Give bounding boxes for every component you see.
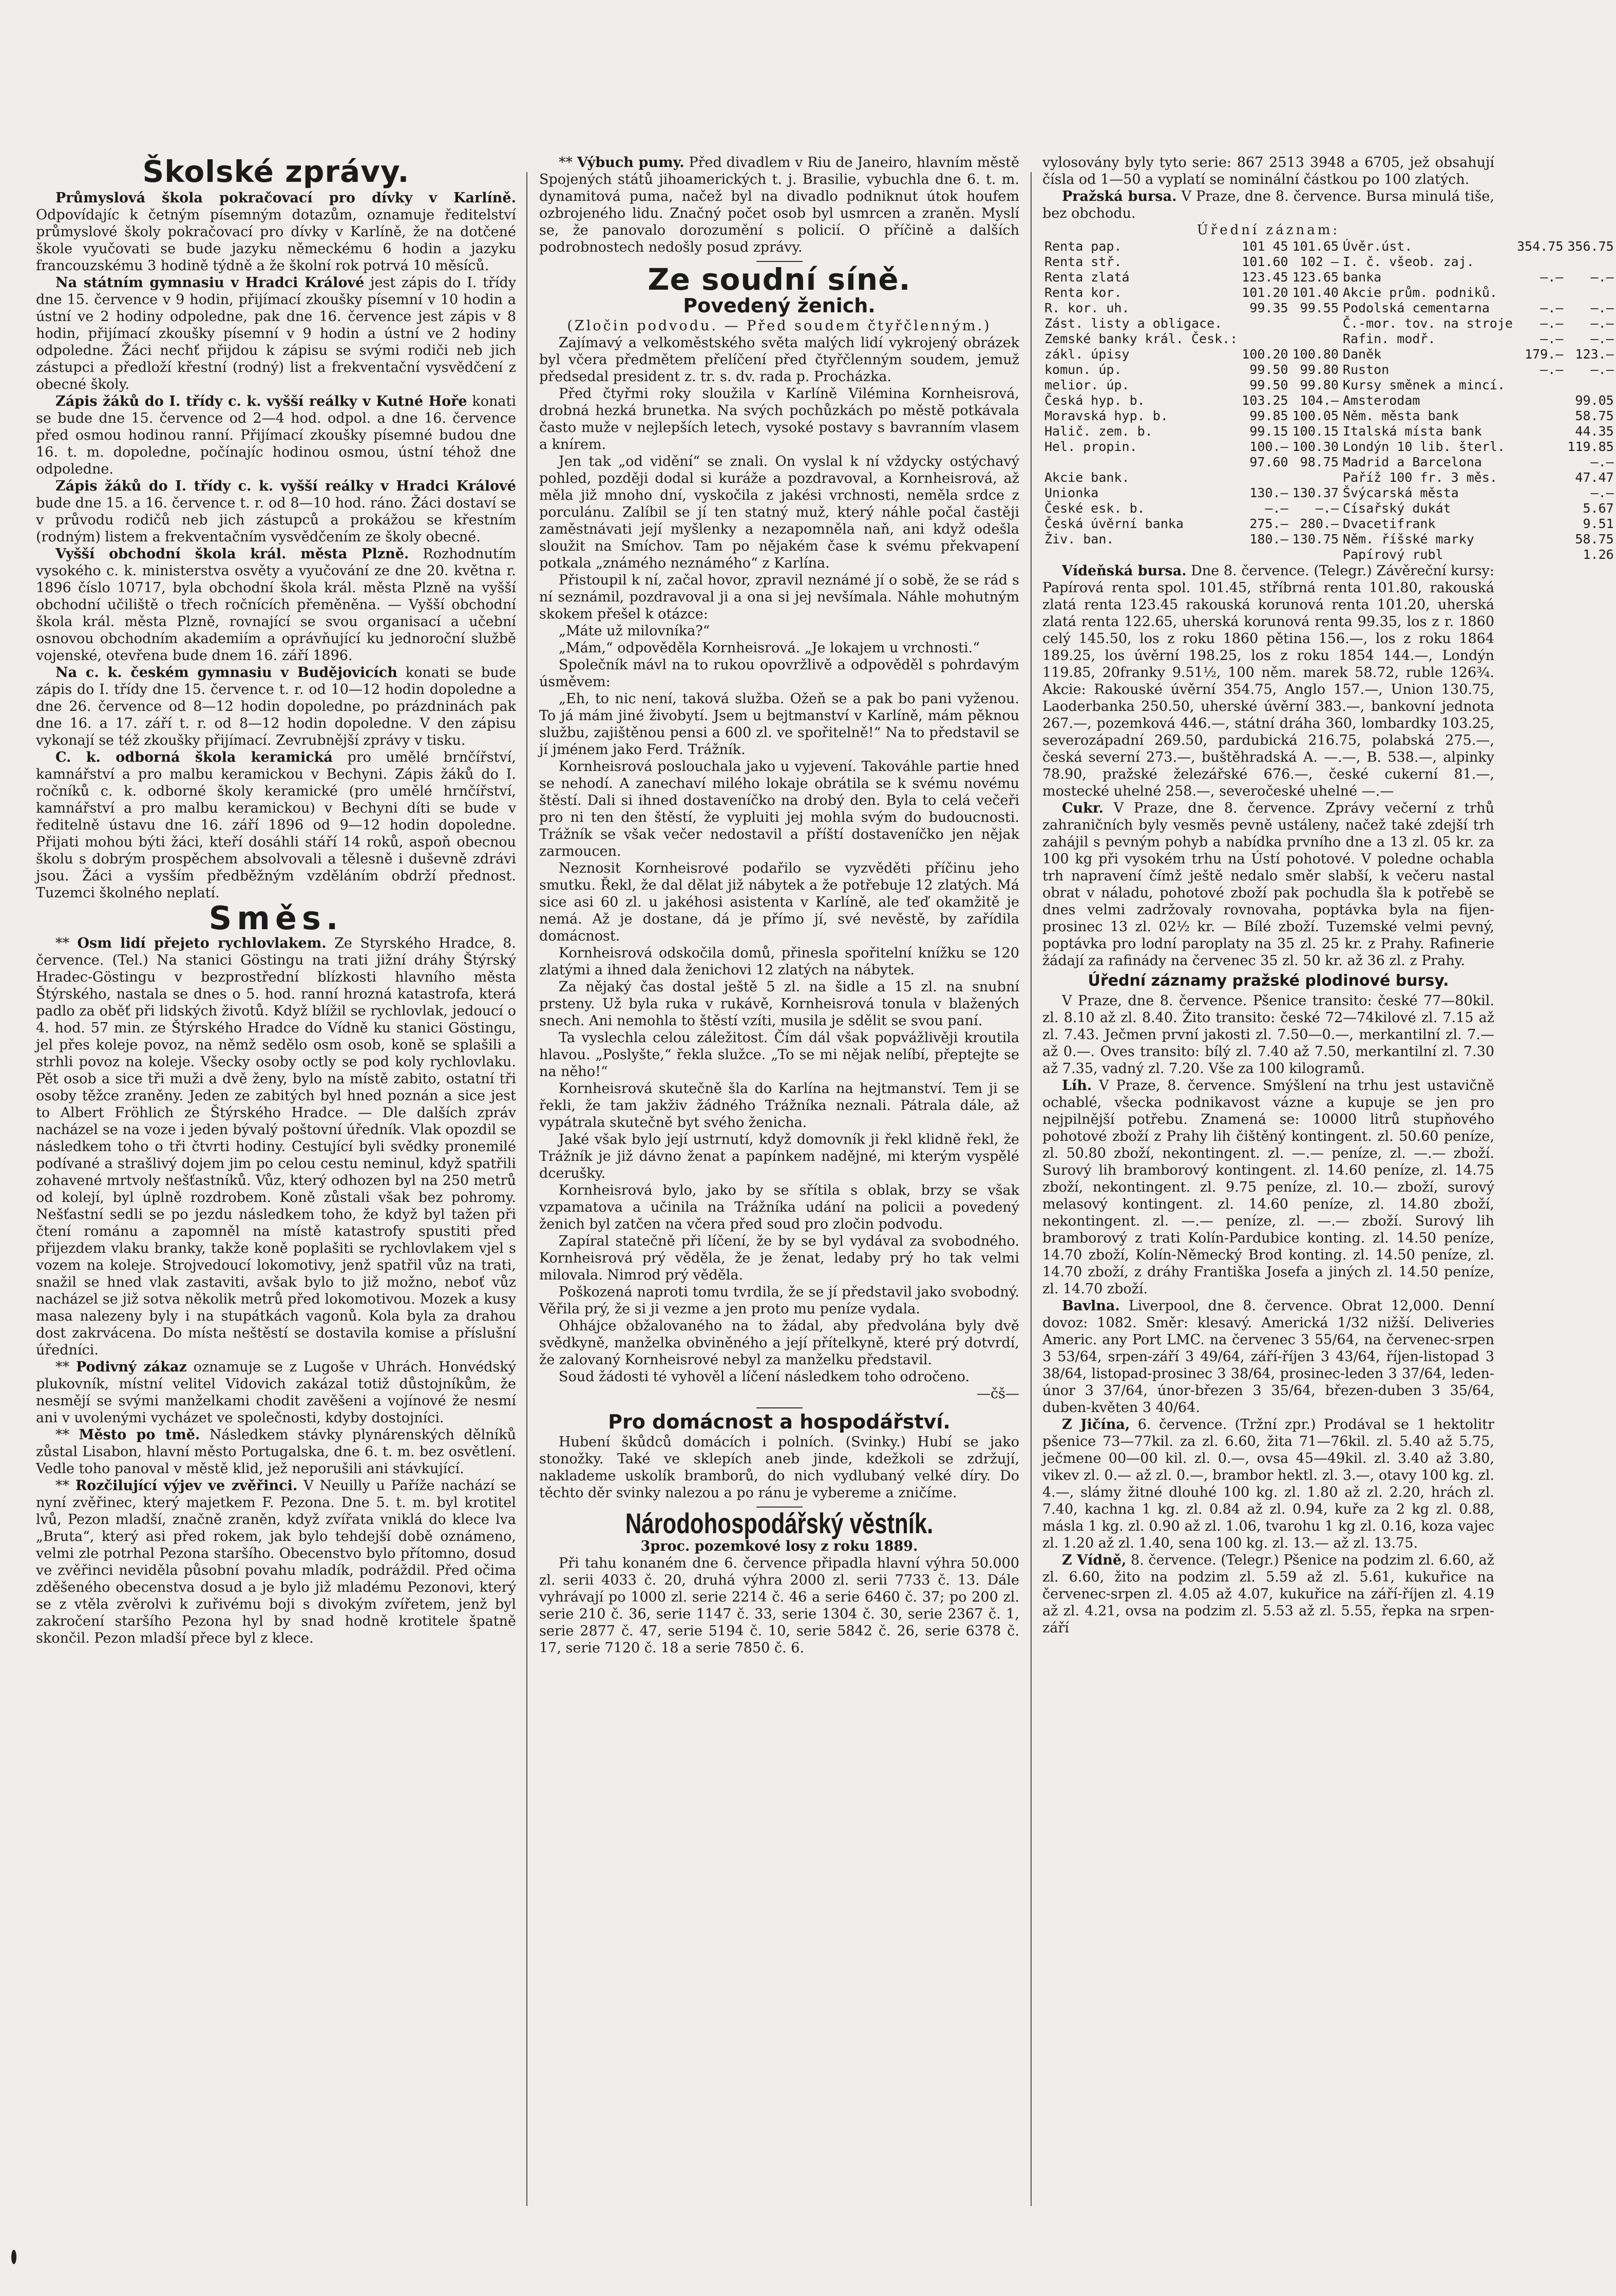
article: ** Osm lidí přejeto rychlovlakem. Ze Styrského Hradce, 8. července. (Tel.) Na stanici Göstingu na trati jižní dráhy Štýrský Hradec-Göstingu v bezprostřední blízkosti hlavního města Štýrského, nastala se dnes o 5. hod. ranní hrozná katastrofa, která padlo za oběť při lidských životů. Když blížil se rychlovlak, jedoucí o 4. hod. 57 min. ze Štýrského Hradce do Vídně ku stanici Göstingu, jel přes koleje povoz, na němž sedělo osm osob, koně se splašili a strhli povoz na koleje. Všecky osoby octly se pod koly rychlovlaku. Pět osob a sice tři muži a dvě ženy, bylo na místě zabito, ostatní tři osoby těžce zraněny. Jeden ze zabitých byl hned poznán a sice jest to Albert Fröhlich ze Štýrského Hradce. — Dle dalších zpráv nacházel se na voze i jeden bývalý poštovní úředník. Vlak opozdil se následkem toho o tři čtvrti hodiny. Cestující byli svědky pronemilé podívané a strašlivý dojem jim po celou cestu neminul, když spatřili zohavené mrtvoly nešťastníků. Vůz, který odhozen byl na 250 metrů od kolejí, byl úplně rozdrobem. Koně zůstali však bez pohromy. Nešťastní sedli se po jezdu následkem toho, že když byl tažen při čtení románu a zapomněl na místě katastrofy spustiti před přijezdem vlaku branky, takže koně poplašiti se rychlovlakem vjel s vozem na koleje. Strojvedoucí lokomotivy, jenž spatřil vůz na trati, snažil se hned vlak zastaviti, avšak bylo to již možno, neboť vůz nacházel se již sotva několik metrů před lokomotivou. Mozek a kusy masa nalezeny byly i na stupátkách vagonů. Kola byla za drahou dost zakrvácena. Do místa neštěstí se dostavila komise a příslušní úředníci. [36,935,516,1358]
table-cell: I. č. všeob. zaj. [1342,254,1474,269]
table-cell: Halič. zem. b. [1044,424,1153,439]
table-heading: Úřední záznam: [1196,222,1340,238]
article: ** Město po tmě. Následkem stávky plynárenských dělníků zůstal Lisabon, hlavní město Portugalska, dne 6. t. m. bez osvětlení. Vedle toho panoval v městě klid, jež neporušili ani stávkující. [36,1427,517,1477]
table-cell [1240,331,1290,347]
paragraph: Kornheisrová bylo, jako by se sřítila s oblak, brzy se však vzpamatova a učinila na Trážníka udání na policii a povedený ženich byl zatčen na včera před soud pro zločin podvodu. [539,1182,1019,1232]
table-cell: —.— [1590,362,1614,377]
paragraph: Ta vyslechla celou záležitost. Čím dál však popvážlivěji kroutila hlavou. „Poslyšte,“ řekla služce. „To se mi nějak nelíbí, přeptejte se na něho!“ [539,1030,1019,1080]
column-3 [1042,154,1614,1636]
table-cell: 58.75 [1575,532,1614,547]
table-cell: melior. úp. [1044,378,1130,392]
table-cell: 119.85 [1567,439,1614,454]
table-row [1042,316,1616,331]
table-row [1042,393,1616,408]
table-cell: Ruston [1342,362,1390,377]
table-cell: Rafin. modř. [1342,331,1436,346]
table-cell: 5.67 [1583,501,1614,516]
table-cell: Amsterodam [1342,393,1420,408]
table-cell: 99.55 [1300,300,1339,315]
ink-mark [11,2250,16,2264]
section-heading-misc: Směs. [208,899,344,937]
article: Pražská bursa. V Praze, dne 8. července. Bursa minulá tiše, bez obchodu. [1042,189,1494,221]
table-cell: —.— [1590,331,1614,346]
article-title: Povedený ženich. [683,294,876,317]
table-cell: Londýn 10 lib. šterl. [1342,439,1505,454]
table-cell: Renta stř. [1044,254,1122,269]
paragraph: Kornheisrová poslouchala jako u vyjevení. Takováhle partie hned se nehodí. A zanechaví milého lokaje obrátila se k svému novému štěstí. Dali si ihned dostaveníčko na drobý den. Byla to celá večeři pro ni ten den štěstí, že vypluiti jej mohla svým do budoucnosti. Trážník se však večer nedostavil a příští dostaveníčko jen nějak zarmoucen. [539,759,1019,859]
table-cell: 44.35 [1575,424,1614,439]
table-cell: 101 45 [1242,239,1288,254]
table-cell: Akcie prům. podniků. [1342,285,1497,300]
paragraph: Poškozená naproti tomu tvrdila, že se jí představil jako svobodný. Věřila prý, že si ji vezme a jen proto mu peníze vydala. [539,1284,1019,1317]
table-row [1042,239,1616,254]
table-cell: 101.40 [1292,285,1339,300]
article: Průmyslová škola pokračovací pro dívky v Karlíně. Odpovídajíc k četným písemným dotazům, oznamuje ředitelství průmyslové školy pokračovací pro dívky v Karlíně, že na dotčené škole vyučovati se bude jazyku německému 6 hodin a jazyku francouzskému 3 hodině týdně a že školní rok potrvá 10 měsíců. [36,190,516,274]
section-heading-economy: Národohospodářský věstník. [625,1507,934,1539]
table-cell: Něm. říšské marky [1342,532,1474,547]
table-cell: Zást. listy a obligace. [1044,316,1223,331]
paragraph: vylosovány byly tyto serie: 867 2513 3948 a 6705, jež obsahují čísla od 1—50 a vyplatí se nominální částkou po 100 zlatých. [1042,155,1494,187]
paragraph: Zajímavý a velkoměstského světa malých lidí vykrojený obrázek byl včera předmětem přelíčení před čtyřčlenným soudem, jemuž předsedal president z. tr. s. dv. rada p. Procházka. [539,335,1019,385]
table-cell: Daněk [1342,347,1382,362]
table-cell: 99.35 [1249,300,1288,315]
article: Zápis žáků do I. třídy c. k. vyšší reálky v Kutné Hoře konati se bude dne 15. července od 2—4 hod. odpol. a dne 16. července před osmou hodinou ranní. Přijímací zkoušky písemné budou dne 16. t. m. dopoledne, počínajíc hodinou osmou, ústní téhož dne odpoledne. [36,393,516,477]
newspaper-page [36,154,1614,2250]
table-cell [1042,547,1240,562]
signature: —čš— [977,1386,1019,1402]
table-cell: 123.— [1575,347,1614,362]
table-cell: 101.65 [1292,239,1339,254]
article: Z Jičína, 6. července. (Tržní zpr.) Prodával se 1 hektolitr pšenice 73—77kil. za zl. 6.60, žita 71—76kil. zl. 5.40 až 5.75, ječmene 00—00 kil. zl. 0.—, ovsa 45—49kil. zl. 3.40 až 3.80, vikev zl. 0.— až zl. 0.—, brambor hektl. zl. 3.—, otavy 100 kg. zl. 4.—, slámy žitné dlouhé 100 kg. zl. 1.80 až zl. 2.20, hrách zl. 7.40, kachna 1 kg. zl. 0.84 až zl. 0.94, kuře za 2 kg zl. 0.88, másla 1 kg. zl. 0.90 až zl. 1.06, tvarohu 1 kg zl. 0.16, koza vajec zl. 1.20 až zl. 1.40, sena 100 kg. zl. 13.— až zl. 13.75. [1042,1417,1494,1551]
column-divider [1031,172,1032,2206]
paragraph: Kornheisrová skutečně šla do Karlína na hejtmanství. Tem ji se řekli, že tam jakživ žádného Trážníka neznali. Pátrala dále, až vypátrala skutečně byt svého ženicha. [539,1081,1019,1131]
table-cell [1515,424,1565,439]
exchange-table [1042,239,1616,562]
table-row [1042,270,1616,285]
table-cell [1042,455,1240,470]
table-cell [1515,285,1565,300]
table-cell: 101.20 [1242,285,1288,300]
table-row [1042,408,1616,424]
table-cell: Unionka [1044,485,1099,500]
table-cell: 99.80 [1300,378,1339,392]
table-cell: Něm. města bank [1342,408,1459,423]
table-cell: —.— [1590,455,1614,469]
paragraph: Před čtyřmi roky sloužila v Karlíně Vilémina Kornheisrová, drobná hezká brunetka. Na svých pochůzkách po městě potkávala často muže v nejlepších letech, vysoké postavy s bavranním vlasem a knírem. [539,386,1019,453]
table-cell: —.— [1540,316,1564,331]
table-row [1042,331,1616,347]
table-cell: Č.-mor. tov. na stroje [1342,316,1513,331]
table-cell: —.— [1590,270,1614,285]
paragraph: Za nějaký čas dostal ještě 5 zl. na šidle a 15 zl. na snubní prsteny. Už byla ruka v rukávě, Kornheisrová tonula v blažených snech. Ani nemohla to štěstí vzíti, musila je sdělit se svou paní. [539,979,1019,1029]
table-cell: 101.60 [1242,254,1288,269]
paragraph: Hubení škůdců domácích i polních. (Svinky.) Hubí se jako stonožky. Také ve sklepích aneb jinde, kdežkoli se zdržují, naklademe uskolík bramborů, do nich vydlubaný velké díry. Do těchto děr svinky nalezou a po ránu je vybereme a zničíme. [539,1434,1019,1501]
table-cell: Dvacetifrank [1342,516,1436,531]
table-cell: Renta kor. [1044,285,1122,300]
table-cell: Renta zlatá [1044,270,1130,285]
table-cell [1515,455,1565,470]
table-row [1042,347,1616,362]
table-cell [1515,254,1565,270]
table-cell: Česká hyp. b. [1044,393,1145,408]
table-cell: 100.— [1249,439,1288,454]
column-divider [526,172,527,2206]
article: Z Vídně, 8. července. (Telegr.) Pšenice na podzim zl. 6.60, až zl. 6.60, žito na podzim zl. 5.59 až zl. 5.61, kukuřice na červenec-srpen zl. 4.05 až 4.07, kukuřice na září-říjen zl. 4.19 až zl. 4.21, ovsa na podzim zl. 5.53 až zl. 5.55, řepka na srpen-září [1042,1552,1494,1636]
table-cell: 130.37 [1292,485,1339,500]
table-row [1042,485,1616,501]
table-cell: 100.15 [1292,424,1339,439]
table-cell: Madrid a Barcelona [1342,455,1482,469]
table-cell: Živ. ban. [1044,532,1114,547]
paragraph: „Eh, to nic není, taková služba. Ožeň se a pak bo pani vyženou. To já mám jiné živobytí. Jsem u bejtmanství v Karlíně, mám pěknou službu, zajištěnou pensi a 600 zl. ve spořitelně!“ Na to představil se jí jménem jako Ferd. Trážník. [539,691,1019,758]
divider [756,1407,803,1408]
table-cell: 130.75 [1292,532,1339,547]
table-cell: 97.60 [1249,455,1288,469]
table-cell: 1.26 [1583,547,1614,562]
paragraph: Jen tak „od vidění“ se znali. On vyslal k ní vždycky ostýchavý pohled, později dodal si kuráže a pozdravoval, a Kornheisrová, až měla již mnoho dní, vyskočila z jakési vrchnosti, neměla srdce z porculánu. Zalíbil se jí ten statný muž, který náhle počal častěji zaměstnávati její myšlenky a nezapomněla naň, ani když odešla sloužit na Smíchov. Tam po nějakém čase k svému překvapení potkala „známého neznámého“ z Karlína. [539,454,1019,571]
table-cell: 275.— [1249,516,1288,531]
article: Cukr. V Praze, dne 8. července. Zprávy večerní z trhů zahraničních byly vesměs pevně ustáleny, načež také zdejší trh zahájil s pevným pohyb a nabídka prvního dne a 13 zl. 05 kr. za 100 kg při vysokém trhu na Ústí pohotové. V poledne ochabla trh napravení čímž ještě nedalo směr slabší, k večeru nastal obrat v náladu, pohotové zboží pak pochudla šla k potřebě se dnes velmi zadržovaly rovnovaha, poptávka byla na fijen-prosinec 13 zl. 02½ kr. — Bílé zboží. Tuzemské velmi pevný, poptávka pro lodní paroplaty na 35 zl. 25 kr. z Prahy. Rafinerie žádají za rafinády na červenec 35 zl. 50 kr. až 36 zl. z Prahy. [1042,800,1494,969]
table-cell: Paříž 100 fr. 3 měs. [1342,470,1497,485]
table-cell: —.— [1590,316,1614,331]
table-cell [1515,470,1565,485]
table-cell: 47.47 [1575,470,1614,485]
paragraph: „Mám,“ odpověděla Kornheisrová. „Je lokajem u vrchnosti.“ [559,640,980,656]
table-row [1042,547,1616,562]
table-cell: Úvěr.úst. [1342,239,1413,254]
table-cell: Hel. propin. [1044,439,1137,454]
table-cell [1515,501,1565,516]
table-cell: Akcie bank. [1044,470,1130,485]
article: Na státním gymnasiu v Hradci Králové jest zápis do I. třídy dne 15. července v 9 hodin, přijímací zkoušky písemní v 10 hodin a ústní ve 2 hodiny odpoledne, pak dne 16. července jest zápis v 8 hodin, přijímací zkoušky písemní v 9 hodin a ústní ve 2 hodiny odpoledne. Žáci nechť přijdou k zápisu se svými rodiči neb jich zástupci a předloží křestní (rodný) list a frekventační vysvědčení z obecné školy. [36,275,516,392]
paragraph: Ohhájce obžalovaného na to žádal, aby předvolána byly dvě svědkyně, manželka obviněného a její přítelkyně, které prý dotvrdí, že zalovaný Kornheisrové nebyl za manželku představil. [539,1318,1019,1368]
table-cell [1240,547,1290,562]
table-cell [1565,378,1615,393]
table-cell: Zemské banky král. Česk.: [1044,331,1238,346]
table-cell [1515,408,1565,424]
table-row [1042,254,1616,270]
article: ** Výbuch pumy. Před divadlem v Riu de Janeiro, hlavním městě Spojených států jihoamerických t. j. Brasilie, vybuchla dne 6. t. m. dynamitová puma, načež byl na divadlo podniknut útok houfem ozbrojeného lidu. Značný počet osob byl usmrcen a zraněn. Myslí se, že panovalo dorozumění s policií. O příčině a dalších podrobnostech nedošly posud zprávy. [539,155,1019,255]
table-cell: 99.15 [1249,424,1288,439]
table-row [1042,424,1616,439]
article: Na c. k. českém gymnasiu v Budějovicích konati se bude zápis do I. třídy dne 15. července t. r. od 10—12 hodin dopoledne a dne 26. července od 8—12 hodin dopoledne, po prázdninách pak dne 16. a 17. září t. r. od 8—12 hodin dopoledne. V den zápisu vykonají se též zkoušky přijímací. Zevrubnější zprávy v tisku. [36,665,516,748]
column-1 [36,154,516,1647]
table-cell [1565,285,1615,300]
paragraph: Při tahu konaném dne 6. července připadla hlavní výhra 50.000 zl. serii 4033 č. 20, druhá výhra 2000 zl. serii 7733 č. 13. Dále vyhrávají po 1000 zl. serie 2214 č. 46 a serie 6460 č. 37; po 200 zl. serie 210 č. 36, serie 1147 č. 33, serie 1304 č. 30, serie 2367 č. 1, serie 2877 č. 47, serie 5194 č. 10, serie 5842 č. 26, serie 6378 č. 17, serie 7120 č. 18 a serie 7850 č. 6. [539,1555,1019,1656]
table-cell [1515,439,1565,455]
table-cell: —.— [1540,331,1564,346]
table-row [1042,300,1616,316]
table-cell: 130.— [1249,485,1288,500]
table-cell [1290,470,1341,485]
table-cell [1290,547,1341,562]
table-cell [1290,316,1341,331]
table-cell: 123.45 [1242,270,1288,285]
table-cell: 104.— [1300,393,1339,408]
table-cell: zákl. úpisy [1044,347,1130,362]
table-row [1042,439,1616,455]
table-cell: —.— [1540,270,1564,285]
paragraph: „Máte už milovníka?“ [559,623,710,639]
table-cell: 354.75 [1517,239,1564,254]
paragraph: Zapíral statečně při líčení, že by se byl vydával za svobodného. Kornheisrová prý věděla, že je ženat, ledaby prý ho tak velmi milovala. Nimrod prý věděla. [539,1233,1019,1283]
table-cell [1565,254,1615,270]
table-cell: banka [1342,270,1382,285]
table-cell: R. kor. uh. [1044,300,1130,315]
article: ** Rozčilující výjev ve zvěřinci. V Neuilly u Paříže nachází se nyní zvěřinec, který majetkem F. Pezona. Dne 5. t. m. byl krotitel lvů, Pezon mladší, značně zraněn, když zvířata vniklá do klece lva „Bruta“, který asi před rokem, jak bylo tehdejší době oznámeno, velmi zle potrhal Pezona staršího. Obecenstvo bylo přítomno, dosud ve zvěřinci neviděla působní povahu mladík, podráždil. Před očima zděšeného obecenstva dosud a je bylo již mladému Pezonovi, který se z vtěla zvěrolvi k zuřivému boji s divokým zvířetem, jenž byl zakročení staršího Pezona hyl by snad hodně krotitele špatně skončil. Pezon mladší přece byl z klece. [36,1478,516,1646]
table-cell: —.— [1540,300,1564,315]
paragraph: Přistoupil k ní, začal hovor, zpravil neznámé jí o sobě, že se rád s ní seznámil, pozdravoval ji a ona si jej nevšímala. Náhle mohutným skokem přešel k otázce: [539,572,1019,622]
paragraph: Kornheisrová odskočila domů, přinesla spořitelní knížku se 120 zlatými a ihned dala ženichovi 12 zlatých na nábytek. [539,945,1019,978]
article: C. k. odborná škola keramická pro umělé brnčířství, kamnářství a pro malbu keramickou v Bechyni. Zápis žáků do I. ročníků c. k. odborné školy keramické (pro umělé hrnčířství, kamnářství a pro malbu keramickou) v Bechyni díti se bude v ředitelně ústavu dne 16. září 1896 od 9—12 hodin dopoledne. Přijati mohou býti žáci, kteří dosáhli stáří 14 roků, aspoň obecnou školu s dobrým prospěchem absolvovali a tělesně i duševně zdrávi jsou. Žáci a vysším předběžným vzděláním obdrží přednost. Tuzemci školného neplatí. [36,749,516,901]
table-cell: Císařský dukát [1342,501,1451,516]
table-cell: Česká úvěrní banka [1044,516,1184,531]
section-heading-home: Pro domácnost a hospodářství. [608,1410,950,1433]
table-cell: —.— [1315,501,1339,516]
article: Zápis žáků do I. třídy c. k. vyšší reálky v Hradci Králové bude dne 15. a 16. července t. r. od 8—10 hod. ráno. Žáci dostaví se v průvodu rodičů neb jich zástupců a prokážou se křestním (rodným) listem a frekventačním vysvědčením ze školy obecné. [36,478,516,545]
paragraph: V Praze, dne 8. července. Pšenice transito: české 77—80kil. zl. 8.10 až zl. 8.40. Žito transito: české 72—74kilové zl. 7.15 až zl. 7.43. Ječmen první jakosti zl. 7.50—0.—, merkantilní zl. 7.— až 0.—. Oves transito: bílý zl. 7.40 až 7.50, merkantilní zl. 7.30 až 7.35, vadný zl. 7.20. Vše za 100 kilogramů. [1042,993,1494,1077]
section-heading-court: Ze soudní síně. [648,262,911,297]
table-cell: Italská místa bank [1342,424,1482,439]
article-title: 3proc. pozemkové losy z roku 1889. [640,1538,918,1554]
table-row [1042,532,1616,547]
article-title: Úřední záznamy pražské plodinové bursy. [1088,972,1449,990]
table-cell: 99.50 [1249,378,1288,392]
table-row [1042,455,1616,470]
table-cell [1290,331,1341,347]
table-row [1042,285,1616,300]
table-cell: —.— [1265,501,1288,516]
table-cell [1240,470,1290,485]
article: Vyšší obchodní škola král. města Plzně. Rozhodnutím vysokého c. k. ministerstva osvěty a vyučování ze dne 20. května r. 1896 číslo 10717, byla obchodní škola král. města Plzně na vyšší obchodní učiliště o třech ročnících přeměněna. — Vyšší obchodní škola král. města Plzně, rovnající se svou organisací a učební osnovou obchodním akademiím a oprávňující ku jednoroční službě vojenské, otevřena bude dnem 16. září 1896. [36,546,516,664]
table-cell: 98.75 [1300,455,1339,469]
article: Líh. V Praze, 8. července. Smýšlení na trhu jest ustavičně ochablé, všecka podnikavost vázne a kupuje se jen pro nejpilnější potřebu. Znamená se: 10000 litrů stupňového pohotové zboží z Prahy lih čištěný kontingent. zl. 50.60 peníze, zl. 50.80 zboží, nekontingent. zl. —.— peníze, zl. —.— zboží. Surový lih bramborový kontingent. zl. 14.60 peníze, zl. 14.75 zboží, nekontingent. zl. 9.75 peníze, zl. 10.— zboží, surový melasový kontingent. zl. 14.60 peníze, zl. 14.80 zboží, nekontingent. zl. —.— peníze, zl. —.— zboží. Surový lih bramborový z trati Kolín-Pardubice konting. zl. 14.50 peníze, 14.70 zboží, Kolín-Německý Brod konting. zl. 14.50 peníze, zl. 14.70 zboží, z dráhy Františka Josefa a jiných zl. 14.50 peníze, zl. 14.70 zboží. [1042,1078,1494,1297]
table-cell: 103.25 [1242,393,1288,408]
article: Bavlna. Liverpool, dne 8. července. Obrat 12,000. Denní dovoz: 1082. Směr: klesavý. Americká 1/32 nižší. Deliveries Americ. any Port LMC. na červenec 3 55/64, na červenec-srpen 3 53/64, srpen-září 3 49/64, září-říjen 3 43/64, říjen-listopad 3 38/64, listopad-prosinec 3 38/64, prosinec-leden 3 37/64, leden-únor 3 37/64, únor-březen 3 35/64, březen-duben 3 35/64, duben-květen 3 40/64. [1042,1298,1494,1416]
table-row [1042,501,1616,516]
table-cell: 100.30 [1292,439,1339,454]
table-cell: 180.— [1249,532,1288,547]
table-cell: —.— [1590,300,1614,315]
table-cell: 99.85 [1249,408,1288,423]
table-cell: 99.50 [1249,362,1288,377]
table-cell: 102 — [1300,254,1339,269]
table-row [1042,470,1616,485]
table-cell: 356.75 [1567,239,1614,254]
table-cell: 123.65 [1292,270,1339,285]
table-cell: —.— [1540,362,1564,377]
table-cell [1515,547,1565,562]
table-cell [1515,393,1565,408]
column-2 [539,154,1019,1657]
article: Vídeňská bursa. Dne 8. července. (Telegr.) Závěreční kursy: Papírová renta spol. 101.45, stříbrná renta 101.80, rakouská zlatá renta 123.45 rakouská korunová renta 101.20, uherská zlatá renta 122.65, uherská korunová renta 99.35, los z r. 1860 celý 145.50, los z roku 1860 pětina 156.—, los z roku 1864 189.25, los úvěrní 198.25, los z roku 1854 144.—, Londýn 119.85, 20franky 9.51½, 100 něm. marek 58.72, ruble 126¾. Akcie: Rakouské úvěrní 354.75, Anglo 157.—, Union 130.75, Laoderbanka 250.50, uherské úvěrní 383.—, bankovní jednota 267.—, pozemková 446.—, státní dráha 360, lombardky 103.25, severozápadní 269.50, pardubická 216.75, polabská 275.—, česká severní 273.—, buštěhradská A. —.—, B. 538.—, alpinky 78.90, pražské železářské 676.—, české cukerní 81.—, mostecké uhelné 258.—, severočeské uhelné —.— [1042,563,1494,799]
paragraph: Soud žádosti té vyhověl a líčení následkem toho odročeno. [559,1369,970,1385]
table-row [1042,362,1616,378]
article: ** Podivný zákaz oznamuje se z Lugoše v Uhrách. Honvédský plukovník, místní velitel Vidovich zakázal totiž důstojníkům, že nesmějí se svými manželkami chodit zavěšeni a vojínové že nesmí ani v uvolenými vycházet ve společnosti, kdyby dostojníci. [36,1359,516,1426]
paragraph: Jaké však bylo její ustrnutí, když domovník ji řekl klidně řekl, že Trážník je již dávno ženat a papínkem nadějné, mi kterým vyspělé dcerušky. [539,1132,1019,1181]
table-cell: Podolská cementarna [1342,300,1490,315]
table-cell: komun. úp. [1044,362,1122,377]
section-heading-school: Školské zprávy. [142,154,410,189]
table-row [1042,378,1616,393]
table-cell: Kursy směnek a mincí. [1342,378,1505,392]
table-cell: 179.— [1525,347,1564,362]
table-row [1042,516,1616,532]
table-cell: 100.80 [1292,347,1339,362]
table-cell: České esk. b. [1044,501,1145,516]
table-cell: 99.80 [1300,362,1339,377]
table-cell: Moravská hyp. b. [1044,408,1168,423]
table-cell [1515,485,1565,501]
table-cell [1240,316,1290,331]
table-cell: 100.20 [1242,347,1288,362]
table-cell: 9.51 [1583,516,1614,531]
table-cell: Papírový rubl [1342,547,1443,562]
table-cell: Švýcarská města [1342,485,1459,500]
table-cell: Renta pap. [1044,239,1122,254]
table-cell: 99.05 [1575,393,1614,408]
table-cell: 58.75 [1575,408,1614,423]
table-cell: 280.— [1300,516,1339,531]
table-cell [1515,532,1565,547]
paragraph: Společník mávl na to rukou opovržlivě a odpověděl s pohrdavým úsměvem: [539,657,1019,690]
table-cell: —.— [1590,485,1614,500]
paragraph: Neznosit Kornheisrové podařilo se vyzvěděti příčinu jeho smutku. Řekl, že dal dělat již nábytek a že potřebuje 12 zlatých. Má sice asi 60 zl. u jakéhosi asistenta v Karlíně, ale teď okamžitě je nemá. Až je dostane, dá je přímo jí, své nevěstě, by zařídila domácnost. [539,860,1019,944]
table-cell: 100.05 [1292,408,1339,423]
table-cell [1515,516,1565,532]
table-cell [1515,378,1565,393]
article-subtitle: (Zločin podvodu. — Před soudem čtyřčlenným.) [567,318,992,334]
